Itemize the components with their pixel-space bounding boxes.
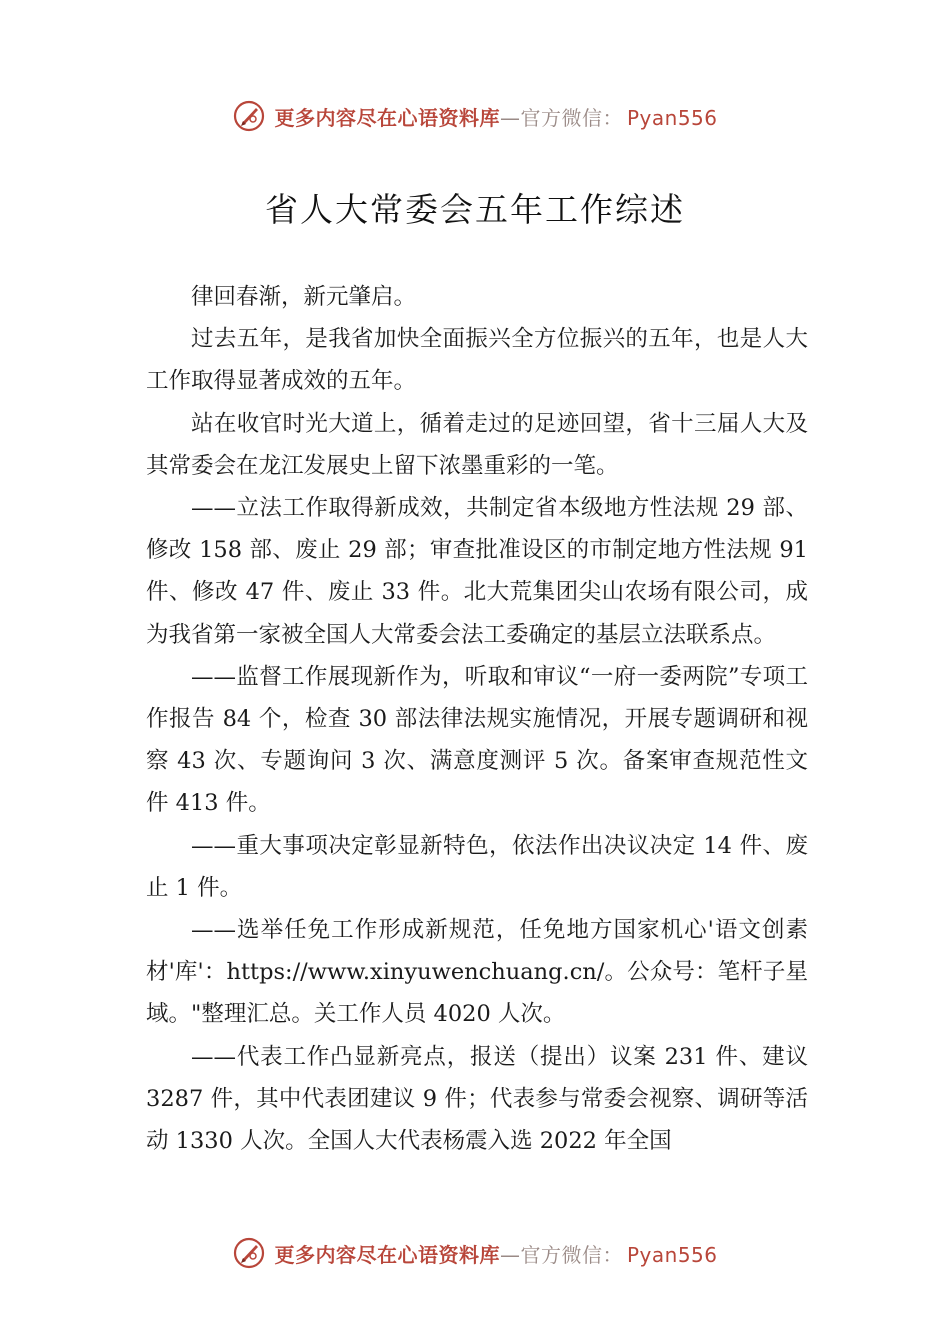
paragraph: 站在收官时光大道上，循着走过的足迹回望，省十三届人大及其常委会在龙江发展史上留下浓墨重彩的一笔。 [146,410,808,479]
paragraph: 律回春渐，新元肇启。 [191,284,417,310]
paragraph: 过去五年，是我省加快全面振兴全方位振兴的五年，也是人大工作取得显著成效的五年。 [146,326,808,395]
paragraph: ——重大事项决定彰显新特色，依法作出决议决定 14 件、废止 1 件。 [146,832,808,901]
document-title: 省人大常委会五年工作综述 [265,190,685,229]
banner-main-text: 更多内容尽在心语资料库 [274,1242,500,1267]
banner-handle: Pyan556 [626,1242,718,1267]
banner-dash: — [499,105,521,130]
banner-text [274,102,717,131]
document-body [146,276,808,1162]
banner-handle: Pyan556 [626,105,718,130]
paragraph: ——监督工作展现新作为，听取和审议“一府一委两院”专项工作报告 84 个，检查 30 部法律法规实施情况，开展专题调研和视察 43 次、专题询问 3 次、满意度测评 5 次。备案审查规范性文件 413 件。 [146,663,808,817]
banner-text [274,1239,717,1268]
paragraph: ——立法工作取得新成效，共制定省本级地方性法规 29 部、修改 158 部、废止 29 部；审查批准设区的市制定地方性法规 91 件、修改 47 件、废止 33 件。北大荒集团尖山农场有限公司，成为我省第一家被全国人大常委会法工委确定的基层立法联系点。 [146,495,808,648]
pen-circle-icon [232,99,266,133]
banner-main-text: 更多内容尽在心语资料库 [274,105,500,130]
banner-official-label: 官方微信： [520,1242,623,1267]
pen-circle-icon [232,1236,266,1270]
footer-watermark-banner [0,1233,950,1273]
banner-dash: — [499,1242,521,1267]
paragraph: ——代表工作凸显新亮点，报送（提出）议案 231 件、建议 3287 件，其中代表团建议 9 件；代表参与常委会视察、调研等活动 1330 人次。全国人大代表杨震入选 2022 年全国 [146,1043,808,1155]
header-watermark-banner [0,96,950,136]
banner-official-label: 官方微信： [520,105,623,130]
paragraph: ——选举任免工作形成新规范，任免地方国家机心'语文创素材'库'：https://www.xinyuwenchuang.cn/。公众号：笔杆子星域。"整理汇总。关工作人员 4020 人次。 [146,917,808,1028]
